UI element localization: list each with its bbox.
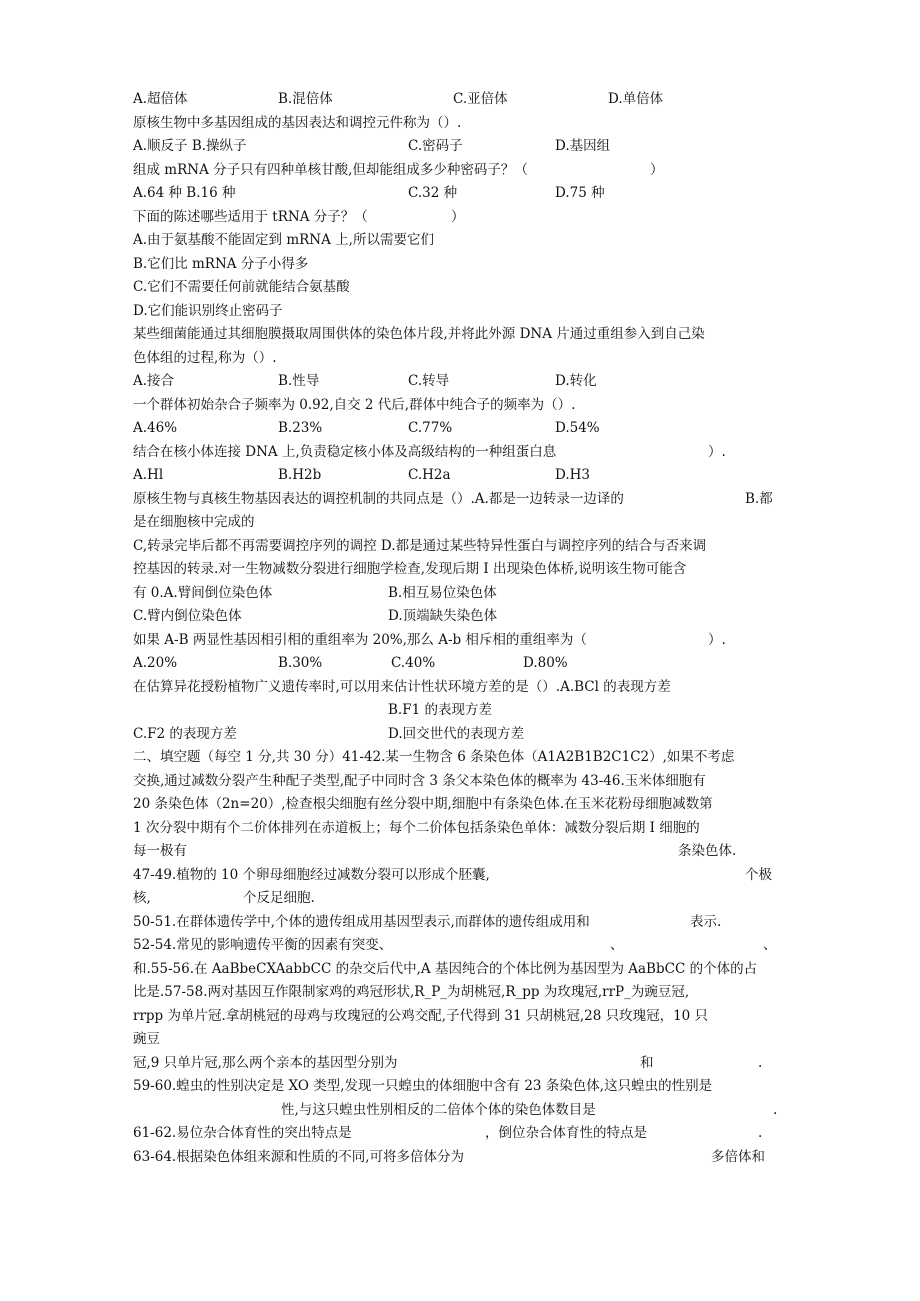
text-segment: 表示.	[690, 914, 722, 930]
text-segment: 每一极有	[133, 843, 187, 859]
text-segment: ）	[451, 209, 465, 225]
text-segment: A.顺反子 B.操纵子	[133, 138, 247, 154]
text-segment: ）.	[708, 632, 726, 648]
text-segment: 1 次分裂中期有个二价体排列在赤道板上；每个二价体包括条染色单体：减数分裂后期 I 细胞的	[133, 820, 700, 836]
text-segment: C.40%	[391, 655, 436, 671]
text-segment: 多倍体和	[711, 1149, 765, 1165]
text-segment: 原核生物中多基因组成的基因表达和调控元件称为（）.	[133, 115, 462, 131]
text-segment: C.F2 的表现方差	[133, 726, 237, 742]
text-segment: D.单倍体	[608, 91, 664, 107]
text-segment: 50-51.在群体遗传学中,个体的遗传组成用基因型表示,而群体的遗传组成用和	[133, 914, 590, 930]
text-segment: .	[758, 1055, 763, 1071]
text-segment: 59-60.蝗虫的性别决定是 XO 类型,发现一只蝗虫的体细胞中含有 23 条染色体,这只蝗虫的性别是	[133, 1078, 713, 1094]
text-segment: D.顶端缺失染色体	[388, 608, 498, 624]
text-segment: 比是.57-58.两对基因互作限制家鸡的鸡冠形状,R_P_为胡桃冠,R_pp 为玫瑰冠,rrP_为豌豆冠,	[133, 984, 690, 1000]
text-segment: B.相互易位染色体	[388, 585, 497, 601]
text-segment: D.它们能识别终止密码子	[133, 303, 283, 319]
text-segment: B.H2b	[278, 467, 322, 483]
text-segment: D.54%	[555, 420, 600, 436]
text-segment: D.80%	[523, 655, 568, 671]
text-segment: B.F1 的表现方差	[388, 702, 492, 718]
text-segment: 结合在核小体连接 DNA 上,负责稳定核小体及高级结构的一种组蛋白息	[133, 444, 557, 460]
text-segment: C.转导	[408, 373, 450, 389]
text-segment: ）	[650, 162, 664, 178]
text-segment: 和	[640, 1055, 654, 1071]
text-segment: 如果 A-B 两显性基因相引相的重组率为 20%,那么 A-b 相斥相的重组率为（	[133, 632, 587, 648]
text-segment: 是在细胞核中完成的	[133, 514, 255, 530]
text-segment: 20 条染色体（2n=20）,检查根尖细胞有丝分裂中期,细胞中有条染色体.在玉米花粉母细胞减数第	[133, 796, 713, 812]
text-segment: A.46%	[133, 420, 178, 436]
text-segment: A.Hl	[133, 467, 164, 483]
text-segment: C.密码子	[408, 138, 463, 154]
text-segment: 、	[610, 937, 624, 953]
text-segment: C.它们不需要任何前就能结合氨基酸	[133, 279, 350, 295]
text-segment: D.H3	[555, 467, 590, 483]
text-segment: ，倒位杂合体育性的特点是	[485, 1125, 647, 1141]
text-segment: 组成 mRNA 分子只有四种单核甘酸,但却能组成多少种密码子？（	[133, 162, 528, 178]
text-segment: C.臂内倒位染色体	[133, 608, 242, 624]
text-segment: 个极	[745, 867, 772, 883]
text-segment: 61-62.易位杂合体育性的突出特点是	[133, 1125, 352, 1141]
text-segment: 有 0.A.臂间倒位染色体	[133, 585, 273, 601]
text-segment: A.由于氨基酸不能固定到 mRNA 上,所以需要它们	[133, 232, 434, 248]
text-segment: C.H2a	[408, 467, 451, 483]
text-segment: B.30%	[278, 655, 323, 671]
text-segment: 条染色体.	[678, 843, 737, 859]
text-segment: D.回交世代的表现方差	[388, 726, 525, 742]
text-segment: .	[758, 1125, 763, 1141]
text-segment: D.75 种	[555, 185, 605, 201]
text-segment: D.转化	[555, 373, 597, 389]
text-segment: C.32 种	[408, 185, 458, 201]
text-segment: B.23%	[278, 420, 323, 436]
text-segment: 一个群体初始杂合子频率为 0.92,自交 2 代后,群体中纯合子的频率为（）.	[133, 397, 576, 413]
text-segment: rrpp 为单片冠.拿胡桃冠的母鸡与玫瑰冠的公鸡交配,子代得到 31 只胡桃冠,28 只玫瑰冠，10 只	[133, 1008, 709, 1024]
text-segment: 在估算异花授粉植物广义遗传率时,可以用来估计性状环境方差的是（）.A.BCl 的表现方差	[133, 679, 671, 695]
text-segment: D.基因组	[555, 138, 611, 154]
text-segment: B.都	[745, 491, 773, 507]
text-segment: 个反足细胞.	[243, 890, 315, 906]
text-segment: 性,与这只蝗虫性别相反的二倍体个体的染色体数目是	[281, 1102, 596, 1118]
text-segment: B.性导	[278, 373, 320, 389]
text-segment: 原核生物与真核生物基因表达的调控机制的共同点是（）.A.都是一边转录一边译的	[133, 491, 624, 507]
text-segment: 63-64.根据染色体组来源和性质的不同,可将多倍体分为	[133, 1149, 464, 1165]
text-segment: 核,	[133, 890, 151, 906]
text-segment: 47-49.植物的 10 个卵母细胞经过减数分裂可以形成个胚囊,	[133, 867, 490, 883]
text-segment: 交换,通过减数分裂产生种配子类型,配子中同时含 3 条父本染色体的概率为 43-46.玉米体细胞有	[133, 773, 706, 789]
text-segment: 冠,9 只单片冠,那么两个亲本的基因型分别为	[133, 1055, 398, 1071]
text-segment: C,转录完毕后都不再需要调控序列的调控 D.都是通过某些特异性蛋白与调控序列的结合与否来调	[133, 538, 707, 554]
text-segment: ）.	[708, 444, 726, 460]
text-segment: 、	[763, 937, 777, 953]
text-segment: 52-54.常见的影响遗传平衡的因素有突变、	[133, 937, 393, 953]
text-segment: C.亚倍体	[453, 91, 508, 107]
text-segment: 色体组的过程,称为（）.	[133, 350, 277, 366]
text-segment: C.77%	[408, 420, 453, 436]
text-segment: A.接合	[133, 373, 175, 389]
text-segment: 控基因的转录.对一生物减数分裂进行细胞学检查,发现后期 I 出现染色体桥,说明该生物可能含	[133, 561, 687, 577]
text-segment: A.64 种 B.16 种	[133, 185, 236, 201]
text-segment: 下面的陈述哪些适用于 tRNA 分子？（	[133, 209, 368, 225]
text-segment: A.20%	[133, 655, 178, 671]
text-segment: 某些细菌能通过其细胞膜摄取周围供体的染色体片段,并将此外源 DNA 片通过重组参入到自己染	[133, 326, 705, 342]
text-segment: B.混倍体	[278, 91, 333, 107]
text-segment: 和.55-56.在 AaBbeCXAabbCC 的杂交后代中,A 基因纯合的个体比例为基因型为 AaBbCC 的个体的占	[133, 961, 758, 977]
text-segment: 二、填空题（每空 1 分,共 30 分）41-42.某一生物含 6 条染色体（A1A2B1B2C1C2）,如果不考虑	[133, 749, 735, 765]
text-segment: A.超倍体	[133, 91, 188, 107]
text-segment: .	[773, 1102, 778, 1118]
text-segment: 豌豆	[133, 1031, 160, 1047]
text-segment: B.它们比 mRNA 分子小得多	[133, 256, 309, 272]
